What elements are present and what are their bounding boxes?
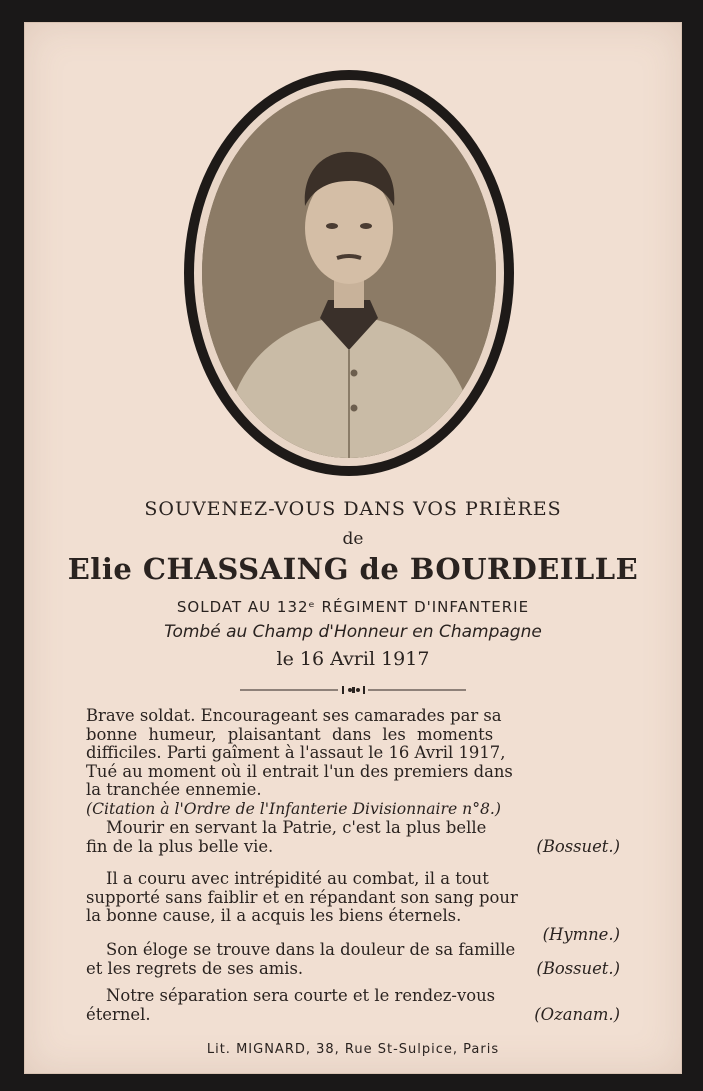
citation-line: difficiles. Parti gaîment à l'assaut le 16 Avril 1917, xyxy=(86,743,506,763)
soldier-rank: SOLDAT AU 132ᵉ RÉGIMENT D'INFANTERIE xyxy=(176,598,530,616)
quote-line: supporté sans faiblir et en répandant son sang pour xyxy=(86,887,518,907)
quote-line: Notre séparation sera courte et le rendez-vous xyxy=(106,986,496,1005)
quote-block xyxy=(86,941,620,978)
quote-row xyxy=(86,1006,620,1025)
quote-line: éternel. xyxy=(86,1004,151,1024)
memorial-card xyxy=(24,22,682,1074)
citation-line: bonne humeur, plaisantant dans les moments xyxy=(86,724,494,744)
quote-block xyxy=(86,987,620,1024)
soldier-name: Elie CHASSAING de BOURDEILLE xyxy=(67,552,639,586)
quote-line: Mourir en servant la Patrie, c'est la plus belle xyxy=(106,818,487,837)
citation-line: Tué au moment où il entrait l'un des premiers dans xyxy=(86,761,513,781)
fallen-statement: Tombé au Champ d'Honneur en Champagne xyxy=(164,622,542,642)
soldier-portrait-illustration xyxy=(202,88,496,458)
quote-author: (Bossuet.) xyxy=(536,958,620,978)
quote-block xyxy=(86,819,620,856)
quote-line: Son éloge se trouve dans la douleur de sa famille xyxy=(106,940,516,959)
quote-row xyxy=(86,838,620,857)
preposition-de: de xyxy=(342,529,364,549)
quote-line: la bonne cause, il a acquis les biens éternels. xyxy=(86,906,462,926)
death-date: le 16 Avril 1917 xyxy=(276,648,430,670)
portrait-inner-ring xyxy=(194,80,504,466)
citation-line: Brave soldat. Encourageant ses camarades par sa xyxy=(86,706,502,725)
quote-author: (Hymne.) xyxy=(542,924,620,944)
quote-line: et les regrets de ses amis. xyxy=(86,958,304,978)
quote-line: Il a couru avec intrépidité au combat, il a tout xyxy=(106,869,489,888)
quote-block xyxy=(86,870,620,944)
quote-author: (Bossuet.) xyxy=(536,836,620,856)
citation-line: la tranchée ennemie. xyxy=(86,780,262,800)
remembrance-heading: SOUVENEZ-VOUS DANS VOS PRIÈRES xyxy=(144,498,562,520)
decorative-divider xyxy=(240,683,466,697)
soldier-portrait-photo xyxy=(202,88,496,458)
portrait-oval-frame xyxy=(184,70,514,476)
citation-source: (Citation à l'Ordre de l'Infanterie Divisionnaire n°8.) xyxy=(86,799,501,818)
quote-row xyxy=(86,960,620,979)
quote-author: (Ozanam.) xyxy=(534,1004,620,1024)
printer-credit: Lit. MIGNARD, 38, Rue St-Sulpice, Paris xyxy=(206,1042,500,1057)
citation-paragraph xyxy=(86,707,620,819)
quote-line: fin de la plus belle vie. xyxy=(86,836,274,856)
